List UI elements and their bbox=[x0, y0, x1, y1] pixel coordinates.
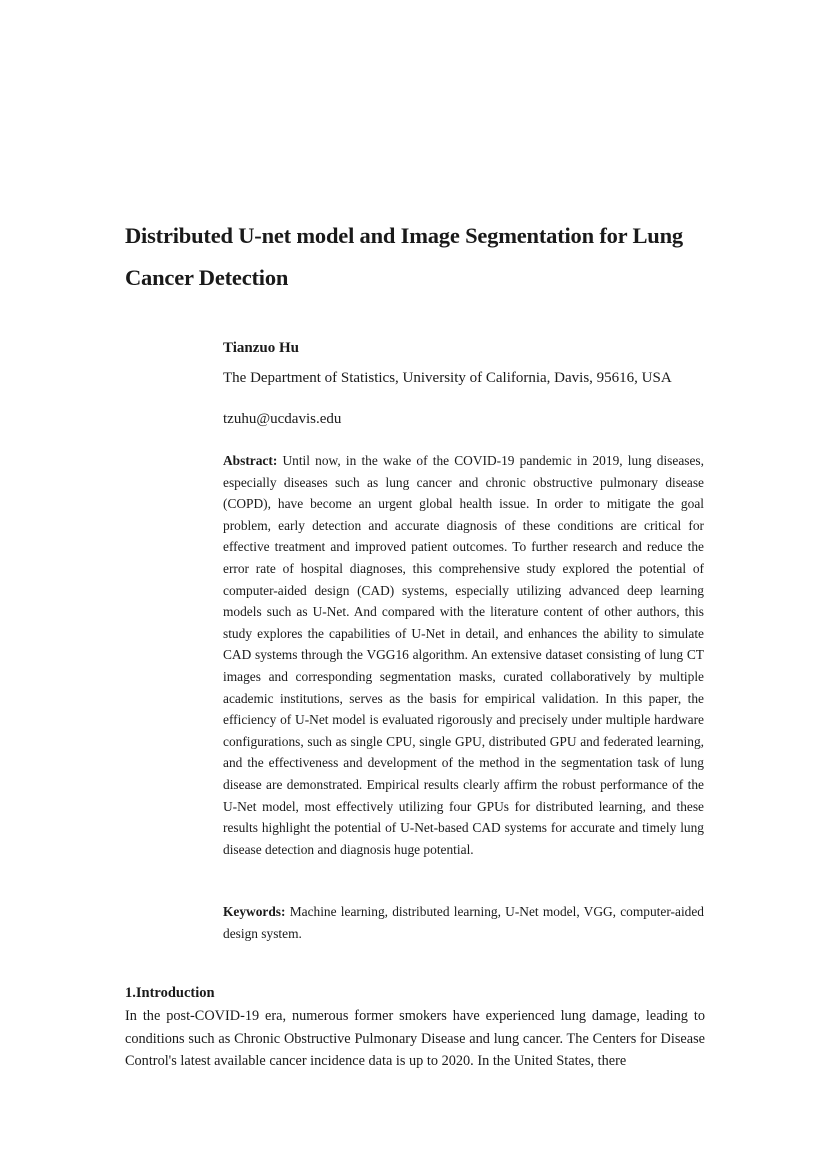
keywords bbox=[223, 901, 704, 945]
author-email: tzuhu@ucdavis.edu bbox=[223, 411, 342, 427]
abstract-label: Abstract: bbox=[223, 453, 278, 468]
keywords-label: Keywords: bbox=[223, 904, 286, 919]
abstract bbox=[223, 450, 704, 860]
abstract-text: Until now, in the wake of the COVID-19 pandemic in 2019, lung diseases, especially diseases such as lung cancer and chronic obstructive pulmonary disease (COPD), have become an urgent global health issue. In order to mitigate the goal problem, early detection and accurate diagnosis of these conditions are critical for effective treatment and improved patient outcomes. To further research and reduce the error rate of hospital diagnoses, this comprehensive study explored the potential of computer-aided design (CAD) systems, especially utilizing advanced deep learning models such as U-Net. And compared with the literature content of other authors, this study explores the capabilities of U-Net in detail, and enhances the ability to simulate CAD systems through the VGG16 algorithm. An extensive dataset consisting of lung CT images and corresponding segmentation masks, curated collaboratively by multiple academic institutions, serves as the basis for empirical validation. In this paper, the efficiency of U-Net model is evaluated rigorously and precisely under multiple hardware configurations, such as single CPU, single GPU, distributed GPU and federated learning, and the effectiveness and development of the method in the segmentation task of lung disease are demonstrated. Empirical results clearly affirm the robust performance of the U-Net model, most effectively utilizing four GPUs for distributed learning, and these results highlight the potential of U-Net-based CAD systems for accurate and timely lung disease detection and diagnosis huge potential. bbox=[223, 453, 704, 857]
section-heading-introduction: 1.Introduction bbox=[125, 985, 215, 1001]
author-name: Tianzuo Hu bbox=[223, 340, 300, 356]
author-block bbox=[223, 338, 713, 429]
introduction-text: In the post-COVID-19 era, numerous former smokers have experienced lung damage, leading to conditions such as Chronic Obstructive Pulmonary Disease and lung cancer. The Centers for Disease Control's latest available cancer incidence data is up to 2020. In the United States, there bbox=[125, 1008, 705, 1069]
paper-title: Distributed U-net model and Image Segmentation for Lung Cancer Detection bbox=[125, 223, 683, 290]
author-affiliation: The Department of Statistics, University of California, Davis, 95616, USA bbox=[223, 370, 672, 386]
keywords-text: Machine learning, distributed learning, U-Net model, VGG, computer-aided design system. bbox=[223, 904, 704, 941]
